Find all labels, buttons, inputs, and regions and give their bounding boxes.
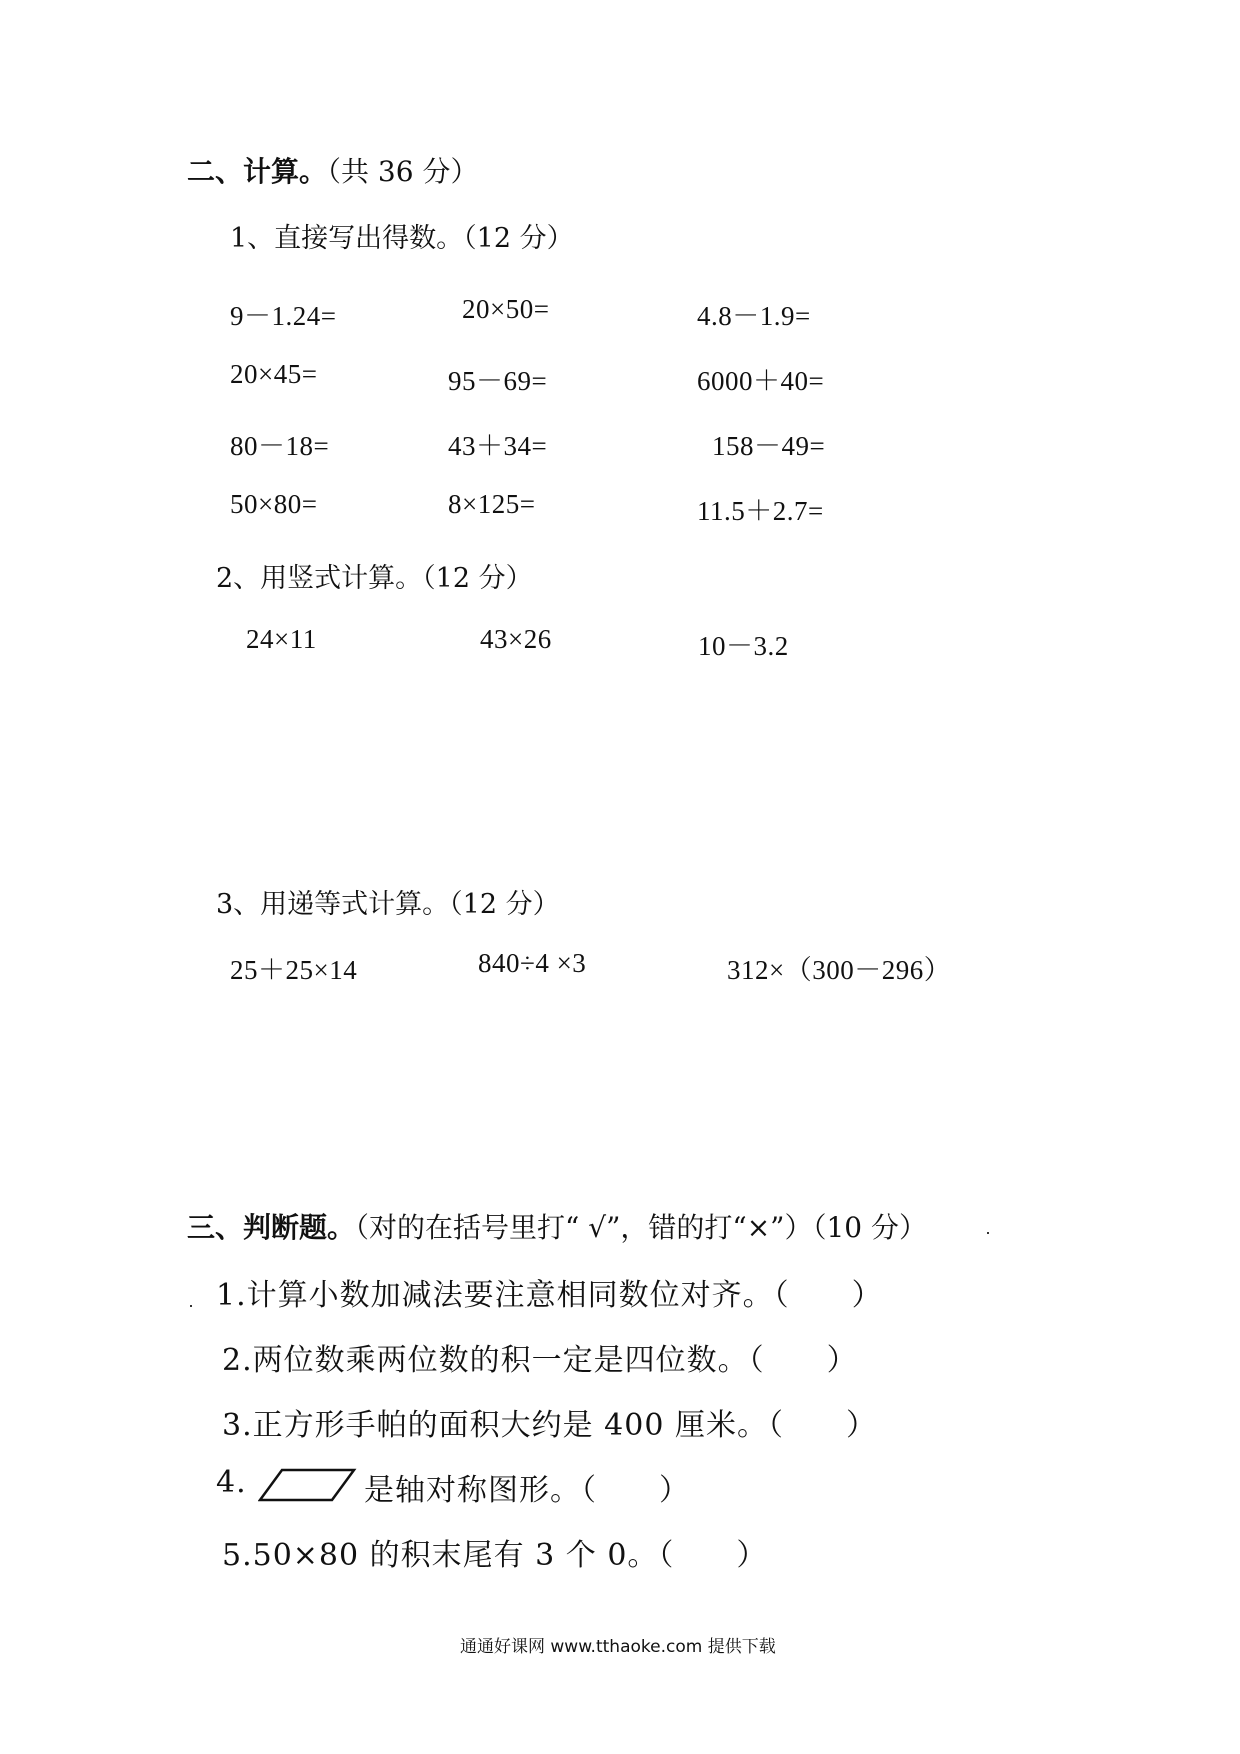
step-calc-problem: 840÷4 ×3 — [478, 948, 587, 978]
part-3-heading: 3、用递等式计算。（12 分） — [216, 889, 560, 920]
footer-source: 通通好课网 www.tthaoke.com 提供下载 — [460, 1637, 776, 1657]
section-3-title-bold: 三、判断题。 — [187, 1211, 356, 1244]
judge-item-4 — [216, 1465, 247, 1500]
scan-speck — [190, 1305, 192, 1307]
judge-item-3: 3.正方形手帕的面积大约是 400 厘米。（ ） — [222, 1408, 877, 1443]
part-1-heading: 1、直接写出得数。（12 分） — [230, 223, 574, 254]
oral-problem: 80－18= — [230, 431, 330, 461]
part-2-heading: 2、用竖式计算。（12 分） — [216, 563, 533, 594]
oral-problem: 95－69= — [448, 366, 548, 396]
oral-problem: 20×45= — [230, 359, 318, 389]
oral-problem: 4.8－1.9= — [697, 301, 811, 331]
judge-item-2: 2.两位数乘两位数的积一定是四位数。（ ） — [222, 1343, 858, 1378]
judge-item-1: 1.计算小数加减法要注意相同数位对齐。（ ） — [216, 1278, 883, 1313]
oral-problem: 50×80= — [230, 489, 318, 519]
vertical-calc-problem: 24×11 — [246, 624, 317, 654]
judge-item-5: 5.50×80 的积末尾有 3 个 0。（ ） — [222, 1538, 768, 1573]
judge-item-4-number: 4. — [216, 1465, 247, 1500]
judge-item-4-text: 是轴对称图形。（ ） — [364, 1473, 690, 1508]
oral-problem: 9－1.24= — [230, 301, 337, 331]
vertical-calc-problem: 10－3.2 — [698, 631, 789, 661]
step-calc-problem: 25＋25×14 — [230, 955, 358, 985]
scan-speck — [987, 1232, 989, 1234]
oral-problem: 8×125= — [448, 489, 536, 519]
section-3-title — [187, 1206, 927, 1246]
section-2-title — [187, 150, 478, 190]
parallelogram-icon — [258, 1466, 358, 1506]
oral-problem: 20×50= — [462, 294, 550, 324]
section-2-title-bold: 二、计算。 — [187, 155, 328, 188]
section-3-title-instructions: （对的在括号里打“ √”，错的打“×”）（10 分） — [355, 1211, 928, 1244]
oral-problem: 43＋34= — [448, 431, 548, 461]
oral-problem: 158－49= — [712, 431, 826, 461]
step-calc-problem: 312×（300－296） — [727, 955, 952, 985]
oral-problem: 11.5＋2.7= — [697, 496, 824, 526]
oral-problem: 6000＋40= — [697, 366, 825, 396]
vertical-calc-problem: 43×26 — [480, 624, 552, 654]
section-2-title-points: （共 36 分） — [327, 155, 479, 188]
